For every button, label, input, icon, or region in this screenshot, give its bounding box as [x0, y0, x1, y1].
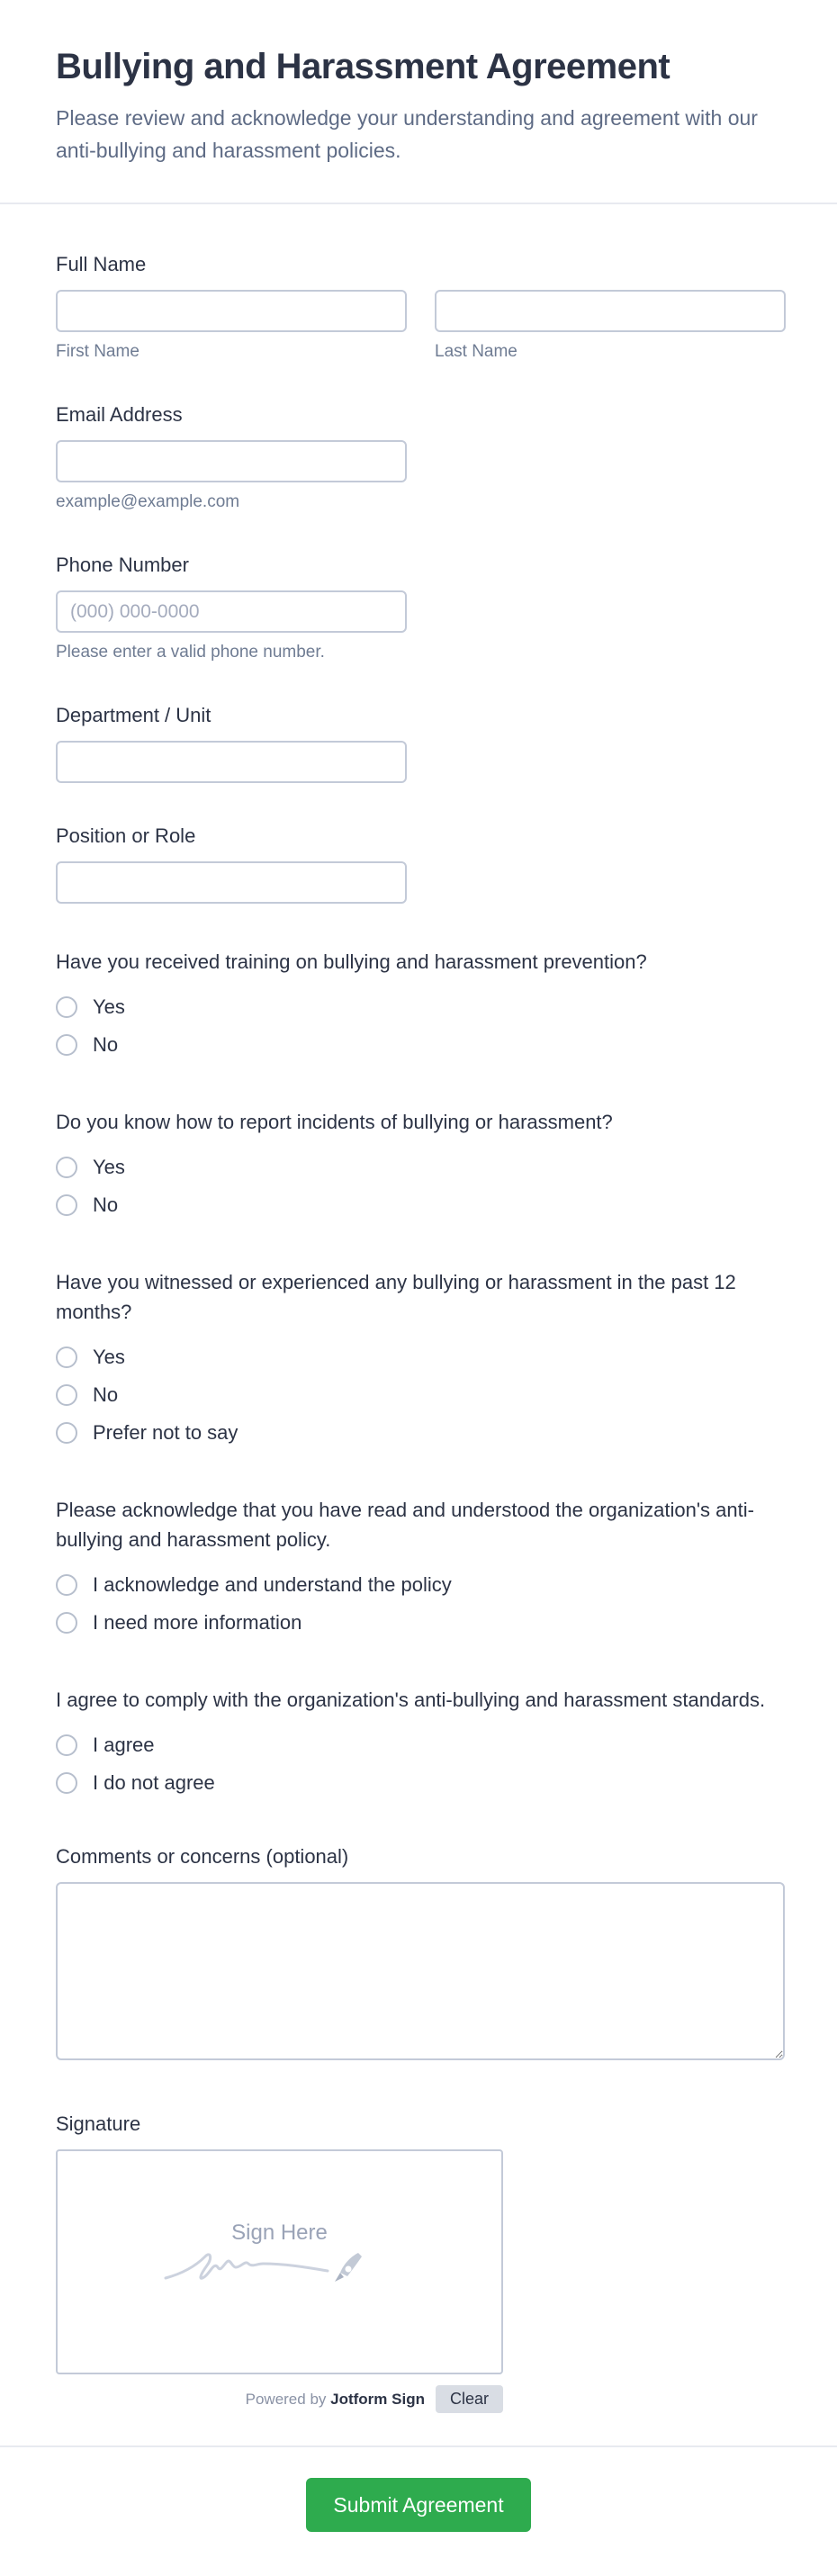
- radio-option-label: I acknowledge and understand the policy: [93, 1573, 452, 1596]
- signature-clear-button[interactable]: Clear: [436, 2385, 503, 2413]
- question-label: I agree to comply with the organization's anti-bullying and harassment standards.: [56, 1689, 766, 1711]
- last-name-input[interactable]: [435, 290, 786, 332]
- email-sublabel: example@example.com: [56, 492, 240, 511]
- radio-option-prefer-not[interactable]: [56, 1414, 238, 1452]
- jotform-sign-brand: Jotform Sign: [330, 2390, 425, 2408]
- page-title: Bullying and Harassment Agreement: [56, 47, 670, 86]
- phone-input[interactable]: [56, 590, 407, 633]
- radio-option-label: No: [93, 1033, 119, 1056]
- position-label: Position or Role: [56, 824, 196, 847]
- form-header: [0, 0, 837, 203]
- signature-hint: [158, 2220, 401, 2299]
- radio-option-no[interactable]: [56, 1376, 118, 1414]
- question-label: Have you witnessed or experienced any bullying or harassment in the past 12 months?: [56, 1271, 736, 1323]
- radio-option-disagree[interactable]: [56, 1764, 215, 1802]
- radio-option-yes[interactable]: [56, 988, 125, 1026]
- radio-option-label: I need more information: [93, 1611, 302, 1634]
- full-name-label: Full Name: [56, 253, 147, 275]
- radio-option-yes[interactable]: [56, 1148, 125, 1186]
- radio-option-agree[interactable]: [56, 1726, 155, 1764]
- phone-sublabel: Please enter a valid phone number.: [56, 643, 325, 662]
- phone-field: [56, 554, 781, 662]
- first-name-input[interactable]: [56, 290, 407, 332]
- powered-by-label: Powered by: [245, 2390, 327, 2408]
- question-reporting: [56, 1107, 781, 1224]
- radio-option-label: No: [93, 1193, 119, 1216]
- radio-option-label: Prefer not to say: [93, 1421, 238, 1444]
- department-input[interactable]: [56, 741, 407, 783]
- radio-button-icon[interactable]: [56, 1422, 77, 1444]
- position-input[interactable]: [56, 861, 407, 904]
- powered-by-text: [246, 2391, 425, 2409]
- phone-label: Phone Number: [56, 554, 189, 576]
- radio-button-icon[interactable]: [56, 1772, 77, 1794]
- radio-button-icon[interactable]: [56, 1194, 77, 1216]
- radio-option-label: No: [93, 1383, 119, 1406]
- radio-option-label: Yes: [93, 995, 125, 1018]
- radio-button-icon[interactable]: [56, 1157, 77, 1178]
- radio-button-icon[interactable]: [56, 996, 77, 1018]
- radio-option-need-info[interactable]: [56, 1604, 302, 1642]
- radio-option-yes[interactable]: [56, 1338, 125, 1376]
- position-field: [56, 824, 781, 904]
- radio-option-no[interactable]: [56, 1186, 118, 1224]
- email-input[interactable]: [56, 440, 407, 482]
- submit-area: [0, 2447, 837, 2576]
- comments-textarea[interactable]: [56, 1882, 785, 2060]
- question-training: [56, 947, 781, 1064]
- email-label: Email Address: [56, 403, 183, 426]
- first-name-sublabel: First Name: [56, 342, 140, 361]
- radio-option-label: I do not agree: [93, 1771, 215, 1794]
- pen-icon: [335, 2253, 362, 2282]
- radio-button-icon[interactable]: [56, 1034, 77, 1056]
- full-name-field: [56, 253, 781, 362]
- radio-button-icon[interactable]: [56, 1574, 77, 1596]
- radio-button-icon[interactable]: [56, 1384, 77, 1406]
- submit-button[interactable]: Submit Agreement: [306, 2478, 530, 2532]
- radio-option-acknowledge[interactable]: [56, 1566, 452, 1604]
- signature-footer: [56, 2385, 503, 2413]
- form-body: [0, 204, 837, 2413]
- radio-button-icon[interactable]: [56, 1612, 77, 1634]
- email-field: [56, 403, 781, 512]
- question-label: Please acknowledge that you have read and understood the organization's anti-bullying and harassment policy.: [56, 1499, 754, 1551]
- question-acknowledge-policy: [56, 1495, 781, 1642]
- question-label: Have you received training on bullying and harassment prevention?: [56, 950, 647, 973]
- radio-option-label: I agree: [93, 1734, 155, 1756]
- sign-here-text: Sign Here: [231, 2220, 328, 2245]
- signature-label: Signature: [56, 2112, 141, 2135]
- signature-section: [56, 2112, 781, 2413]
- comments-field: [56, 1845, 781, 2060]
- radio-button-icon[interactable]: [56, 1347, 77, 1368]
- comments-label: Comments or concerns (optional): [56, 1845, 349, 1868]
- question-label: Do you know how to report incidents of bullying or harassment?: [56, 1111, 613, 1133]
- question-witnessed: [56, 1267, 781, 1452]
- department-field: [56, 704, 781, 783]
- radio-option-label: Yes: [93, 1156, 125, 1178]
- last-name-sublabel: Last Name: [435, 342, 518, 361]
- radio-option-label: Yes: [93, 1346, 125, 1368]
- question-comply: [56, 1685, 781, 1802]
- radio-button-icon[interactable]: [56, 1734, 77, 1756]
- radio-option-no[interactable]: [56, 1026, 118, 1064]
- department-label: Department / Unit: [56, 704, 212, 726]
- signature-pad[interactable]: [56, 2149, 503, 2374]
- form-subtitle: Please review and acknowledge your understanding and agreement with our anti-bullying and harassment policies.: [56, 106, 758, 162]
